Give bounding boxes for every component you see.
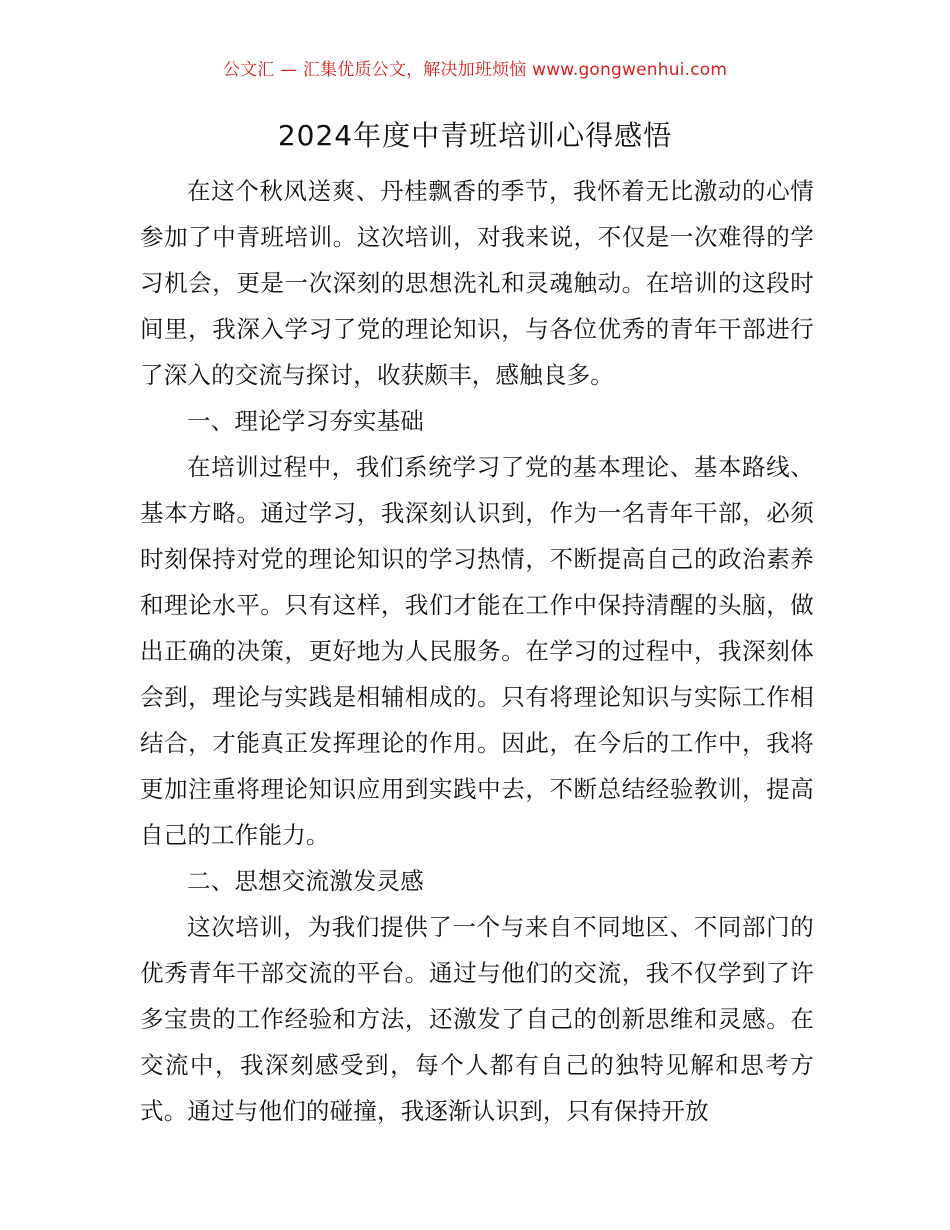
document-body [140, 168, 814, 1134]
section-heading-2: 二、思想交流激发灵感 [187, 867, 424, 895]
intro-paragraph: 在这个秋风送爽、丹桂飘香的季节，我怀着无比激动的心情参加了中青班培训。这次培训，对我来说，不仅是一次难得的学习机会，更是一次深刻的思想洗礼和灵魂触动。在培训的这段时间里，我深入学习了党的理论知识，与各位优秀的青年干部进行了深入的交流与探讨，收获颇丰，感触良多。 [140, 177, 814, 389]
section-2-paragraph: 这次培训，为我们提供了一个与来自不同地区、不同部门的优秀青年干部交流的平台。通过与他们的交流，我不仅学到了许多宝贵的工作经验和方法，还激发了自己的创新思维和灵感。在交流中，我深刻感受到，每个人都有自己的独特见解和思考方式。通过与他们的碰撞，我逐渐认识到，只有保持开放 [140, 913, 814, 1125]
header-banner: 公文汇 — 汇集优质公文，解决加班烦恼 www.gongwenhui.com [222, 60, 728, 80]
section-heading-1: 一、理论学习夯实基础 [187, 407, 424, 435]
section-1-paragraph: 在培训过程中，我们系统学习了党的基本理论、基本路线、基本方略。通过学习，我深刻认识到，作为一名青年干部，必须时刻保持对党的理论知识的学习热情，不断提高自己的政治素养和理论水平。只有这样，我们才能在工作中保持清醒的头脑，做出正确的决策，更好地为人民服务。在学习的过程中，我深刻体会到，理论与实践是相辅相成的。只有将理论知识与实际工作相结合，才能真正发挥理论的作用。因此，在今后的工作中，我将更加注重将理论知识应用到实践中去，不断总结经验教训，提高自己的工作能力。 [140, 453, 814, 849]
document-title: 2024年度中青班培训心得感悟 [277, 119, 673, 152]
